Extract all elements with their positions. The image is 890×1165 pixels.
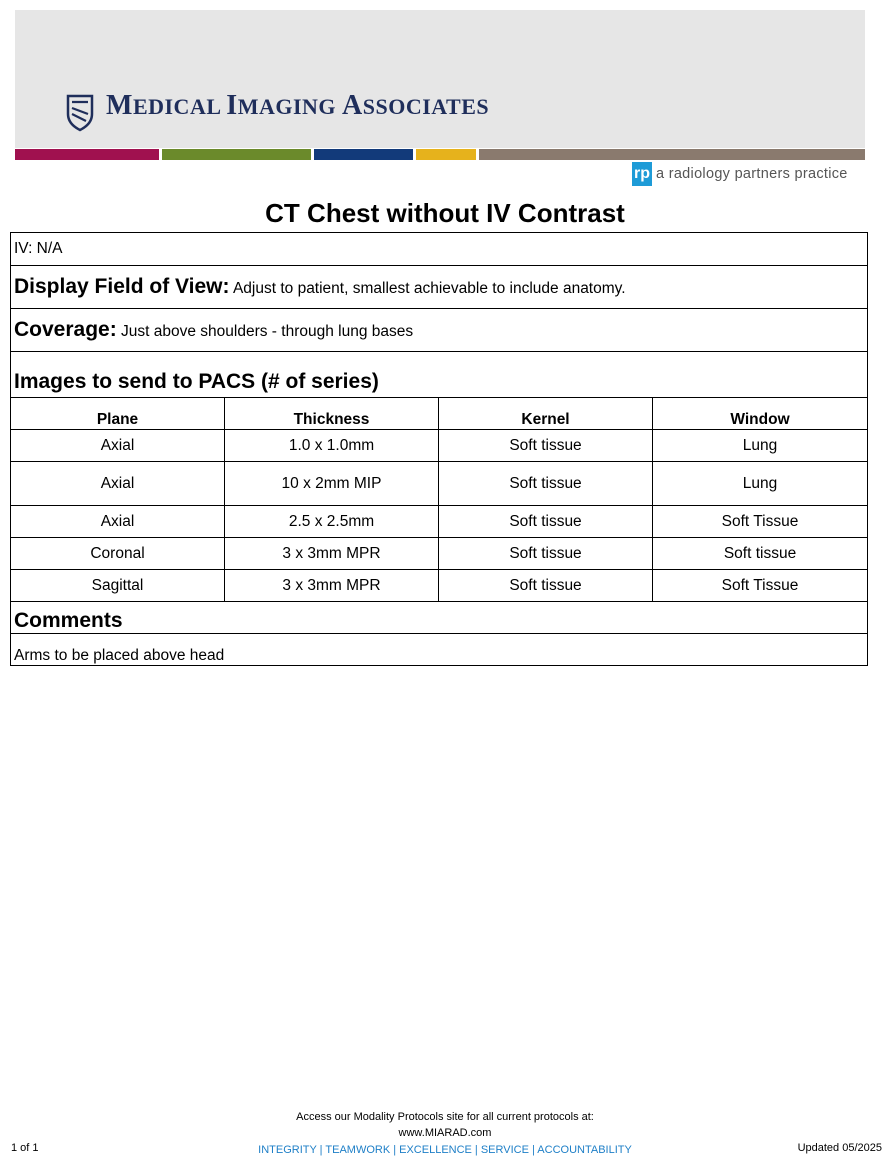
table-cell: 2.5 x 2.5mm (225, 506, 439, 538)
rp-badge-icon: rp (632, 162, 652, 186)
comments-label: Comments (14, 609, 123, 632)
iv-row (11, 233, 868, 266)
images-row (11, 352, 868, 398)
dfov-cell (11, 266, 868, 309)
table-row (11, 570, 868, 602)
table-cell: Soft tissue (439, 462, 653, 506)
stripe-3 (314, 149, 413, 160)
table-cell: 3 x 3mm MPR (225, 570, 439, 602)
dfov-value: Adjust to patient, smallest achievable to include anatomy. (229, 280, 626, 297)
iv-cell: IV: N/A (11, 233, 868, 266)
table-cell: Axial (11, 462, 225, 506)
coverage-value: Just above shoulders - through lung bases (116, 323, 414, 340)
stripe-5 (479, 149, 865, 160)
table-cell: Soft tissue (439, 506, 653, 538)
table-cell: Soft tissue (439, 430, 653, 462)
table-cell: Lung (653, 462, 868, 506)
table-cell: 3 x 3mm MPR (225, 538, 439, 570)
table-row (11, 538, 868, 570)
column-header: Plane (11, 398, 225, 430)
brand-name: MEDICAL IMAGING ASSOCIATES (106, 90, 490, 121)
coverage-cell (11, 309, 868, 352)
coverage-label: Coverage: (14, 318, 117, 341)
comments-header-cell (11, 602, 868, 634)
comments-value-row (11, 634, 868, 666)
dfov-row (11, 266, 868, 309)
updated-date: Updated 05/2025 (797, 1142, 882, 1154)
table-header-row (11, 398, 868, 430)
stripe-4 (416, 149, 476, 160)
table-row (11, 506, 868, 538)
stripe-2 (162, 149, 311, 160)
partner-tagline (632, 162, 848, 186)
coverage-row (11, 309, 868, 352)
column-header: Window (653, 398, 868, 430)
dfov-label: Display Field of View: (14, 275, 230, 298)
table-cell: 1.0 x 1.0mm (225, 430, 439, 462)
stripe-1 (15, 149, 159, 160)
column-header: Kernel (439, 398, 653, 430)
footer-values: INTEGRITY | TEAMWORK | EXCELLENCE | SERVICE | ACCOUNTABILITY (258, 1144, 632, 1156)
footer-access-text: Access our Modality Protocols site for all current protocols at: (296, 1111, 594, 1123)
column-header: Thickness (225, 398, 439, 430)
table-cell: Axial (11, 430, 225, 462)
protocol-table (10, 232, 868, 666)
table-cell: Axial (11, 506, 225, 538)
table-cell: Soft Tissue (653, 570, 868, 602)
page-number: 1 of 1 (11, 1142, 39, 1154)
partner-text: a radiology partners practice (656, 166, 848, 182)
comments-value: Arms to be placed above head (11, 634, 868, 666)
table-cell: Sagittal (11, 570, 225, 602)
table-cell: Soft tissue (439, 538, 653, 570)
images-label: Images to send to PACS (# of series) (14, 370, 379, 393)
table-row (11, 430, 868, 462)
table-cell: Lung (653, 430, 868, 462)
table-cell: Soft tissue (439, 570, 653, 602)
images-cell (11, 352, 868, 398)
comments-header-row (11, 602, 868, 634)
table-cell: Soft Tissue (653, 506, 868, 538)
table-cell: Soft tissue (653, 538, 868, 570)
table-cell: Coronal (11, 538, 225, 570)
header-band (15, 10, 865, 148)
footer-url[interactable]: www.MIARAD.com (398, 1127, 492, 1139)
table-cell: 10 x 2mm MIP (225, 462, 439, 506)
color-stripes (15, 149, 865, 160)
document-title: CT Chest without IV Contrast (265, 198, 625, 228)
table-row (11, 462, 868, 506)
shield-logo-icon (66, 94, 94, 132)
